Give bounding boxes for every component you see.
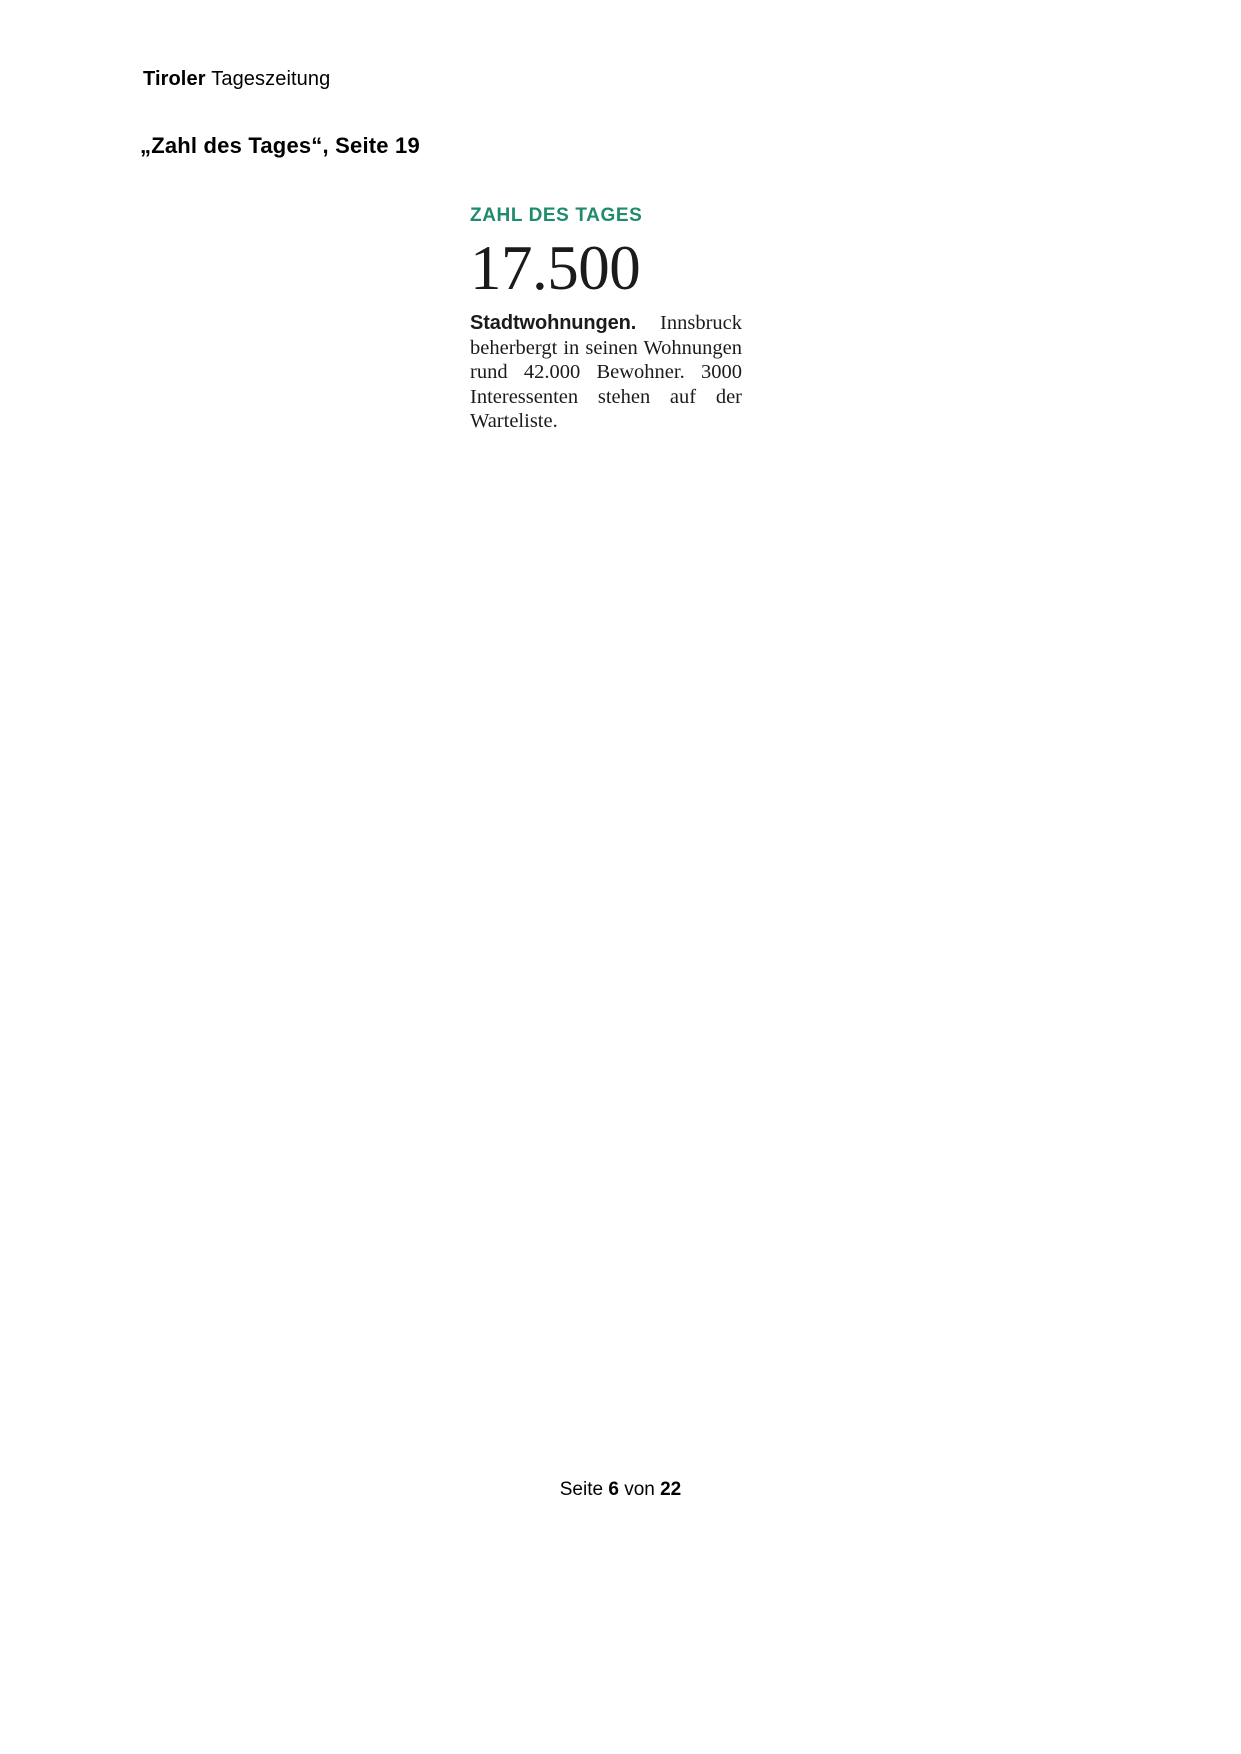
- clipping-paragraph: [470, 311, 742, 434]
- footer-label-page: Seite: [559, 1479, 604, 1500]
- page-title: „Zahl des Tages“, Seite 19: [140, 133, 420, 158]
- footer-label-of: von: [624, 1479, 655, 1500]
- clipping-number: 17.500: [470, 233, 641, 303]
- clipping-kicker: ZAHL DES TAGES: [470, 205, 643, 226]
- masthead-brand-light: Tageszeitung: [211, 68, 331, 90]
- newspaper-masthead: [143, 66, 330, 92]
- footer-total-pages: 22: [660, 1479, 682, 1500]
- footer-current-page: 6: [608, 1479, 619, 1500]
- newspaper-clipping: [470, 205, 770, 434]
- clipping-lead-in: Stadtwohnungen.: [470, 312, 637, 334]
- clipping-body-text: Innsbruck beherbergt in seinen Wohnungen rund 42.000 Bewohner. 3000 Interessenten stehen auf der Warteliste.: [470, 312, 742, 432]
- masthead-brand-bold: Tiroler: [143, 68, 206, 90]
- page-footer: [0, 1478, 1241, 1502]
